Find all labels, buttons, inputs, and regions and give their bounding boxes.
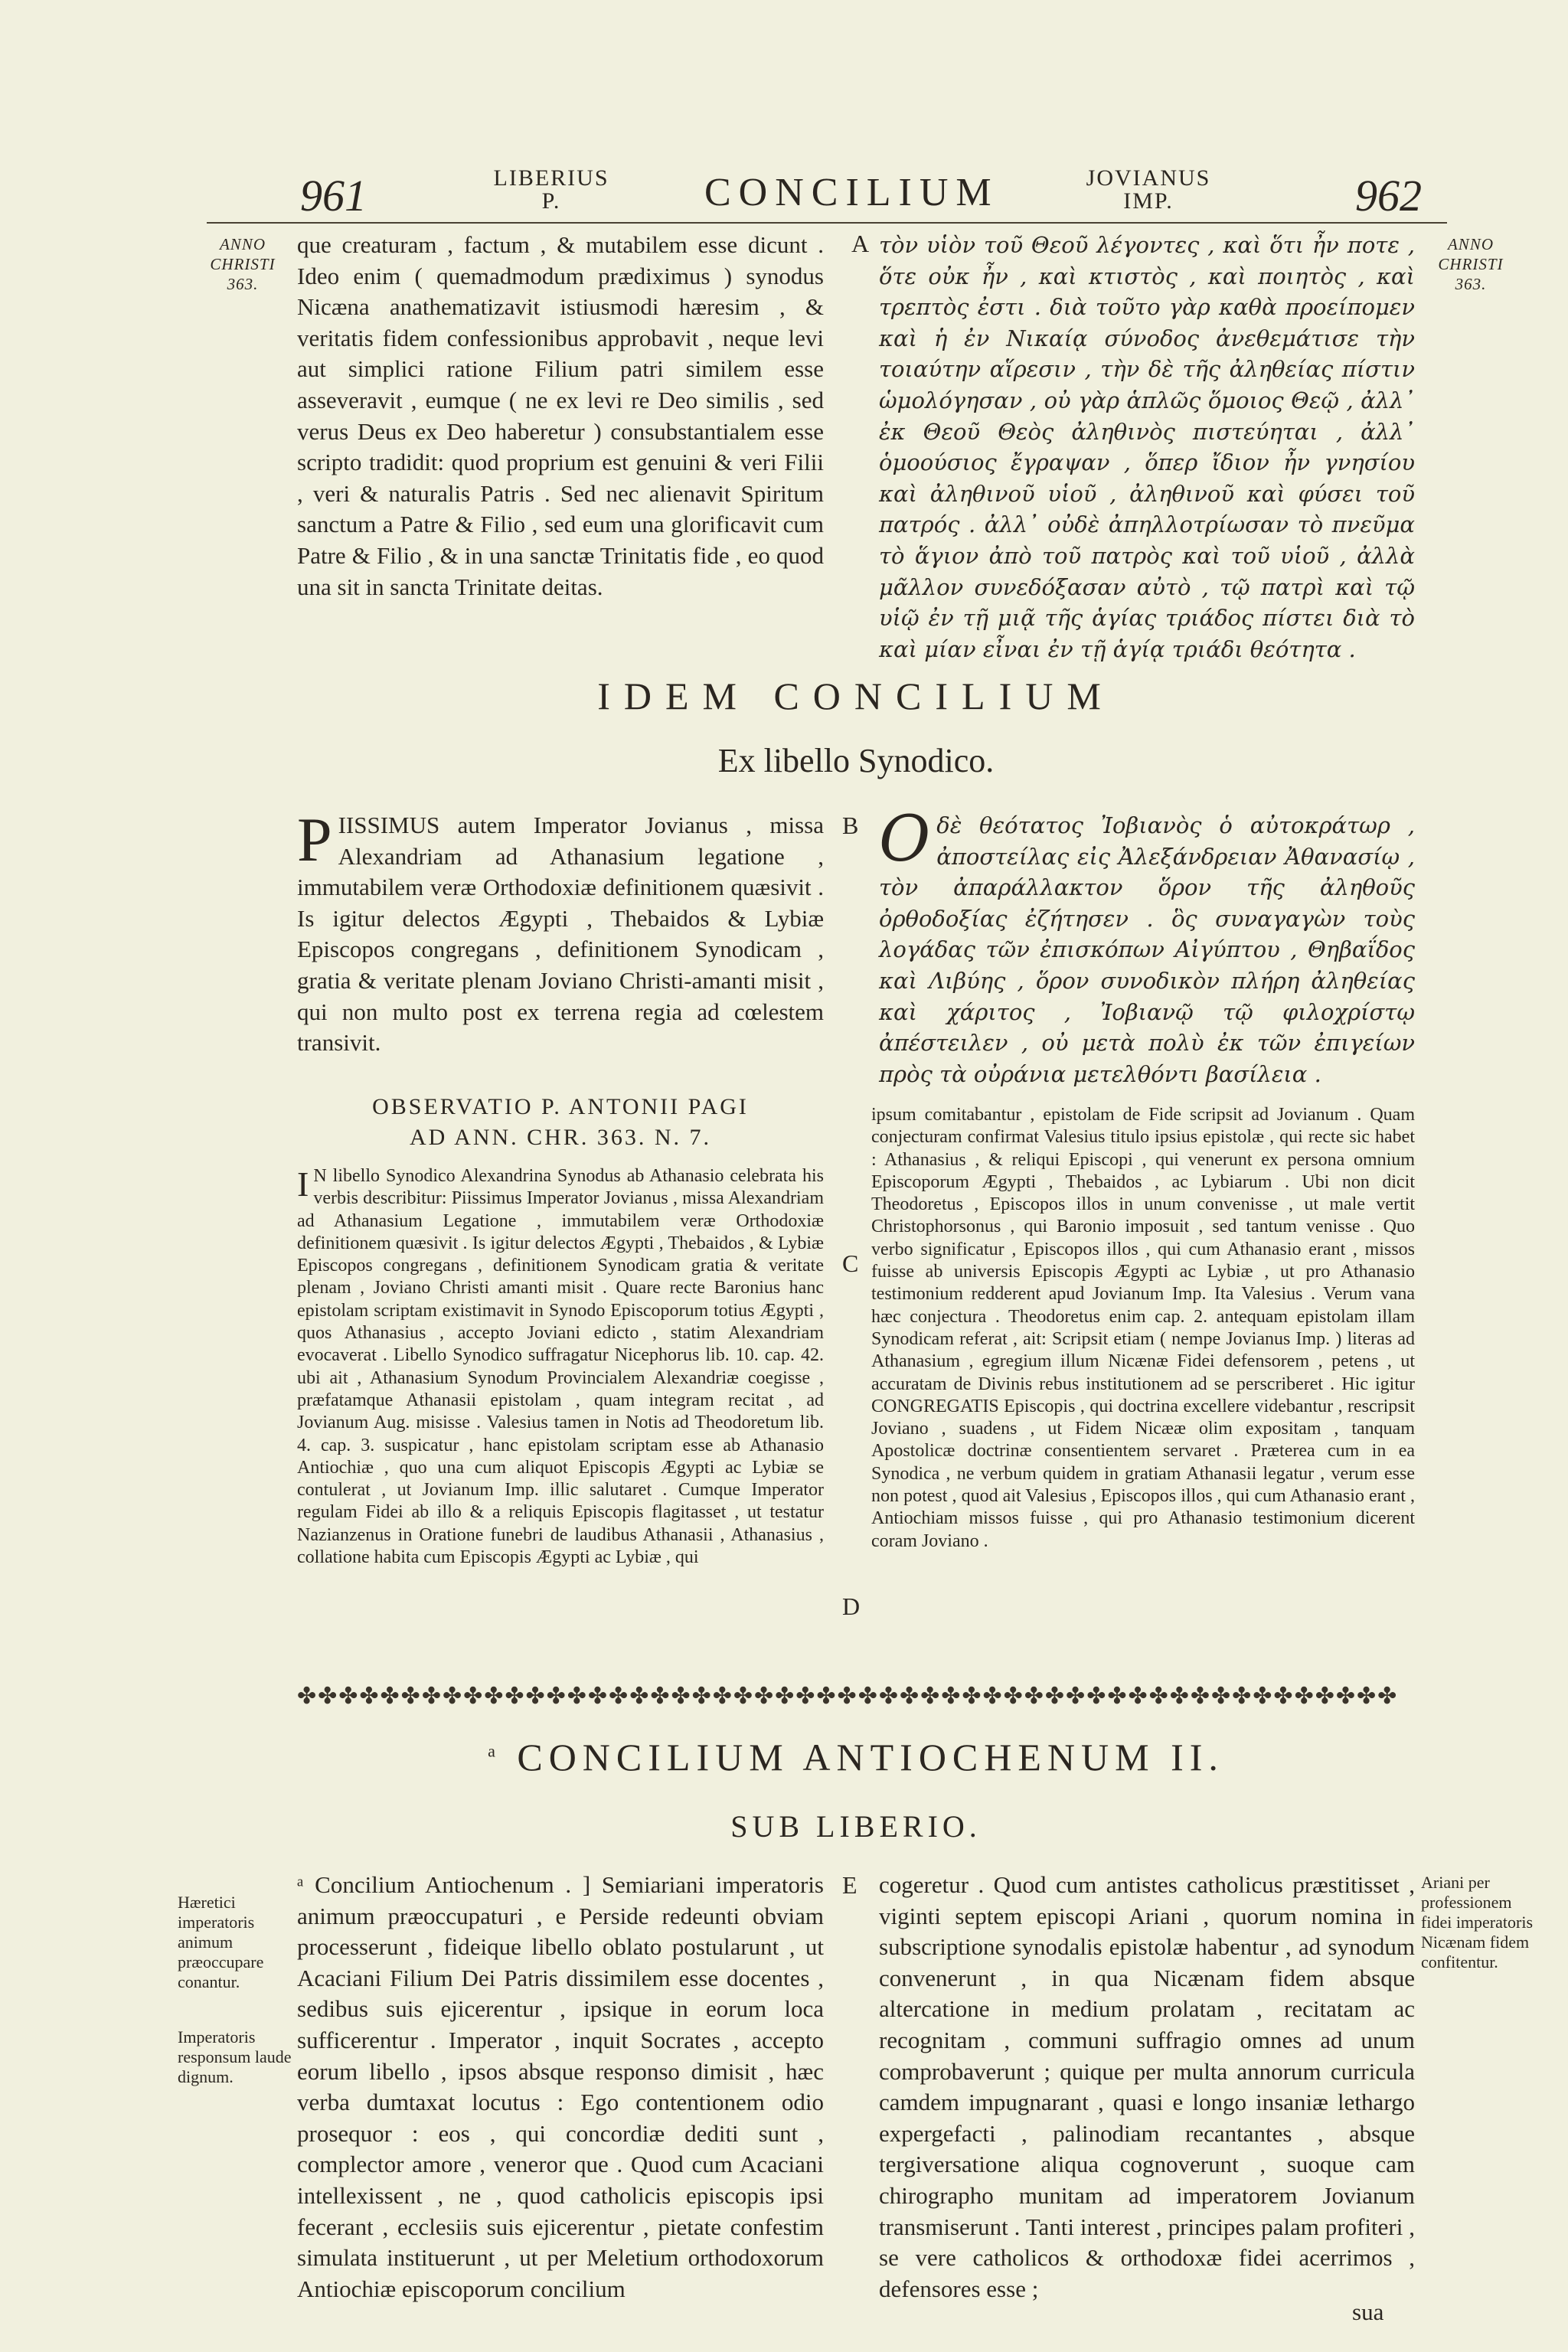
section3-heading [297, 1735, 1415, 1779]
margin-anno-right-1: ANNO [1447, 235, 1494, 253]
section2-greek [879, 803, 1415, 1089]
section2-greek-text: δὲ θεότατος Ἰοβιανὸς ὁ αὐτοκράτωρ , ἀποστείλας εἰς Ἀλεξάνδρειαν Ἀθανασίῳ , τὸν ἀπαράλλακτον ὅρον τῆς ἀληθοῦς ὀρθοδοξίας ἐζήτησεν . ὃς συναγαγὼν τοὺς λογάδας τῶν ἐπισκόπων Αἰγύπτου , Θηβαΐδος καὶ Λιβύης , ὅρον συνοδικὸν πλήρη ἀληθείας καὶ χάριτος , Ἰοβιανῷ τῷ φιλοχρίστῳ ἀπέστειλεν , οὐ μετὰ πολὺ ἐκ τῶν ἐπιγείων πρὸς τὰ οὐράνια μετελθόντι βασίλεια . [879, 812, 1415, 1087]
margin-anno-right [1429, 234, 1513, 294]
ornamental-band: ✤✤✤✤✤✤✤✤✤✤✤✤✤✤✤✤✤✤✤✤✤✤✤✤✤✤✤✤✤✤✤✤✤✤✤✤✤✤✤✤✤✤✤✤✤✤✤✤✤✤✤✤✤ [297, 1684, 1399, 1709]
margin-anno-left-1: ANNO [219, 235, 266, 253]
section3-left-text: ᵃ Concilium Antiochenum . ] Semiariani imperatoris animum præoccupaturi , e Perside redeunti obviam processerunt , fideique libello oblato postularunt , ut Acaciani Filium Dei Patris dissimilem esse docentes , sedibus suis ejicerentur , ipsique in eorum loca sufficerentur . Imperator , inquit Socrates , accepto eorum libello , ipsos absque responso dimisit , hæc verba dumtaxat locutus : Ego contentionem odio prosequor : eos , qui concordiæ dediti sunt , complector amore , veneror que . Quod cum Acaciani intellexissent , ne , quod catholicis episcopis ipsi fecerant , ecclesiis suis ejicerentur , pietate confestim simulata instituerunt , ut per Meletium orthodoxorum Antiochiæ episcoporum concilium [297, 1871, 824, 2302]
section3-right [879, 1870, 1415, 2305]
running-head-right-line2: IMP. [1123, 188, 1174, 214]
observatio-title-line2: AD ANN. CHR. 363. N. 7. [409, 1125, 712, 1150]
section-letter-c: C [842, 1250, 859, 1277]
section3-subheading: SUB LIBERIO. [730, 1809, 982, 1844]
page-title: CONCILIUM [704, 171, 999, 214]
margin-anno-right-2: CHRISTI [1438, 255, 1504, 273]
observatio-left [297, 1165, 824, 1569]
catchword: sua [1352, 2298, 1384, 2325]
running-head-right [1080, 167, 1217, 213]
side-note-left-1: Hæretici imperatoris animum præoccupare conantur. [178, 1893, 264, 1991]
observatio-dropcap: I [297, 1165, 309, 1204]
section2-heading: IDEM CONCILIUM [597, 675, 1115, 717]
running-head-right-line1: JOVIANUS [1086, 165, 1211, 191]
section2-subheading: Ex libello Synodico. [717, 742, 995, 779]
section2-latin-dropcap: P [297, 805, 332, 874]
margin-anno-left [201, 234, 285, 294]
side-note-left-2: Imperatoris responsum laude dignum. [178, 2027, 292, 2086]
observatio-left-text: N libello Synodico Alexandrina Synodus ab Athanasio celebrata his verbis describitur: Piissimus Imperator Jovianus , missa Alexandriam ad Athanasium Legatione , immutabilem veræ Orthodoxiæ definitionem quæsivit . Is igitur delectos Ægypti , Thebaidos , & Lybiæ Episcopos congregans , definitionem Synodicam gratia & veritate plenam , Joviano Christi amanti misit . Quare recte Baronius hanc epistolam scriptam existimavit in Synodo Episcoporum totius Ægypti , quos Athanasius , accepto Joviani edicto , statim Alexandriam evocaverat . Libello Synodico suffragatur Nicephorus lib. 10. cap. 42. ubi ait , Athanasium Synodum Provincialem Alexandriæ coegisse , præfatamque Athanasii epistolam , quam integram recitat , ad Jovianum Aug. misisse . Valesius tamen in Notis ad Theodoretum lib. 4. cap. 3. suspicatur , hanc epistolam scriptam esse ab Athanasio Antiochiæ , quo una cum aliquot Episcopis Ægypti ac Lybiæ se contulerat , ut Jovianum Imp. illic salutaret . Cumque Imperator regulam Fidei ab illo & a reliquis Episcopis flagitasset , ut testatur Nazianzenus in Oratione funebri de laudibus Athanasii , Athanasius , collatione habita cum Episcopis Ægypti ac Lybiæ , qui [297, 1166, 824, 1568]
observatio-right [871, 1104, 1415, 1553]
page-number-left: 961 [300, 171, 367, 220]
section-letter-b: B [842, 812, 859, 839]
running-head-left-line1: LIBERIUS [493, 165, 609, 191]
margin-anno-right-3: 363. [1455, 275, 1487, 293]
section3-heading-text: CONCILIUM ANTIOCHENUM II. [517, 1736, 1224, 1779]
section3-heading-mark: a [488, 1741, 501, 1761]
section3-right-text: cogeretur . Quod cum antistes catholicus præstitisset , viginti septem episcopi Ariani , quorum nomina in subscriptione synodalis epistolæ habentur , ad synodum convenerunt , in qua Nicænam fidem absque altercatione in medium prolatam , recitatam ac recognitam , communi suffragio omnes ad unum comprobaverunt ; quique per multa annorum curricula camdem impugnarant , quasi e longo insaniæ lethargo expergefacti , palinodiam recantantes , absque tergiversatione aliqua cognoverunt , suoque cam chirographo munitam ad imperatorem Jovianum transmiserunt . Tanti interest , principes palam profiteri , se vere catholicos & orthodoxæ fidei acerrimos , defensores esse ; [879, 1871, 1415, 2302]
section2-greek-dropcap: O [879, 803, 931, 876]
section1-greek [879, 230, 1415, 665]
running-head-left [490, 167, 612, 213]
observatio-title-line1: OBSERVATIO P. ANTONII PAGI [372, 1094, 749, 1119]
section1-latin-text: que creaturam , factum , & mutabilem esse dicunt . Ideo enim ( quemadmodum prædiximus ) synodus Nicæna anathematizavit istiusmodi hæresim , & veritatis fidem confessionibus approbavit , neque levi aut simplici ratione Filium patri similem esse asseveravit , eumque ( ne ex levi re Deo similis , sed verus Deus ex Deo haberetur ) consubstantialem esse scripto tradidit: quod proprium est genuini & veri Filii , veri & naturalis Patris . Sed nec alienavit Spiritum sanctum a Patre & Filio , sed eum una glorificavit cum Patre & Filio , & in una sanctæ Trinitatis fide , eo quod una sit in sancta Trinitate deitas. [297, 231, 824, 600]
section1-greek-text: τὸν υἱὸν τοῦ Θεοῦ λέγοντες , καὶ ὅτι ἦν ποτε , ὅτε οὐκ ἦν , καὶ κτιστὸς , καὶ ποιητὸς , καὶ τρεπτὸς ἐστι . διὰ τοῦτο γὰρ καθὰ προείπομεν καὶ ἡ ἐν Νικαίᾳ σύνοδος ἀνεθεμάτισε τὴν τοιαύτην αἵρεσιν , τὴν δὲ τῆς ἀληθείας πίστιν ὡμολόγησαν , οὐ γὰρ ἁπλῶς ὅμοιος Θεῷ , ἀλλ᾽ ἐκ Θεοῦ Θεὸς ἀληθινὸς πιστεύηται , ἀλλ᾽ ὁμοούσιος ἔγραψαν , ὅπερ ἴδιον ἦν γνησίου καὶ ἀληθινοῦ υἱοῦ , ἀληθινοῦ καὶ φύσει τοῦ πατρός . ἀλλ᾽ οὐδὲ ἀπηλλοτρίωσαν τὸ πνεῦμα τὸ ἅγιον ἀπὸ τοῦ πατρὸς καὶ τοῦ υἱοῦ , ἀλλὰ μᾶλλον συνεδόξασαν αὐτὸ , τῷ πατρὶ καὶ τῷ υἱῷ ἐν τῇ μιᾷ τῆς ἁγίας τριάδος πίστει διὰ τὸ καὶ μίαν εἶναι ἐν τῇ ἁγίᾳ τριάδι θεότητα . [879, 232, 1415, 662]
observatio-right-text: ipsum comitabantur , epistolam de Fide scripsit ad Jovianum . Quam conjecturam confirmat Valesius titulo ipsius epistolæ , qui recte sic habet : Athanasius , & reliqui Episcopi , qui venerunt ex persona omnium Episcoporum Ægypti , Thebaidos , ac Lybiarum . Ubi non dicit Theodoretus , Episcopos illos in unum convenisse , ut male vertit Christophorsonus , qui Baronio imposuit , sed tantum venisse . Quo verbo significatur , Episcopos illos , qui cum Athanasio erant , missos fuisse ab universis Episcopis Ægypti ac Lybiæ , ut pro Athanasio testimonium redderent apud Jovianum Imp. Ita Valesius . Verum vana hæc conjectura . Theodoretus enim cap. 2. antequam epistolam illam Synodicam referat , ait: Scripsit etiam ( nempe Jovianus Imp. ) literas ad Athanasium , egregium illum Nicænæ Fidei defensorem , petens , ut accuratam de Divinis rebus institutionem ad se perscriberet . Hic igitur CONGREGATIS Episcopis , qui doctrina excellere videbantur , rescripsit Joviano , suadens , ut Fidem Nicææ olim expositam , tanquam Apostolicæ doctrinæ consentientem servaret . Præterea cum in ea Synodica , ne verbum quidem in gratiam Athanasii legatur , verum esse non potest , quod ait Valesius , Episcopos illos , qui cum Athanasio erant , Antiochiam missos fuisse , qui pro Athanasio testimonium dicerent coram Joviano . [871, 1105, 1415, 1551]
running-head-left-line2: P. [541, 188, 561, 214]
margin-anno-left-3: 363. [227, 275, 259, 293]
header-rule [207, 222, 1447, 224]
section-letter-a: A [851, 230, 870, 257]
page-number-right: 962 [1355, 171, 1422, 220]
section2-latin-text: IISSIMUS autem Imperator Jovianus , missa Alexandriam ad Athanasium legatione , immutabilem veræ Orthodoxiæ definitionem quæsivit . Is igitur delectos Ægypti , Thebaidos & Lybiæ Episcopos congregans , definitionem Synodicam , gratia & veritate plenam Joviano Christi-amanti misit , qui non multo post ex terrena regia ad cœlestem transivit. [297, 812, 824, 1057]
section2-latin [297, 805, 824, 1059]
observatio-title [297, 1092, 824, 1153]
section-letter-d: D [842, 1592, 861, 1620]
section3-left [297, 1870, 824, 2305]
section1-latin [297, 230, 824, 603]
margin-anno-left-2: CHRISTI [210, 255, 276, 273]
side-note-right: Ariani per professionem fidei imperatoris Nicænam fidem confitentur. [1421, 1873, 1534, 1971]
section-letter-e: E [842, 1871, 858, 1899]
